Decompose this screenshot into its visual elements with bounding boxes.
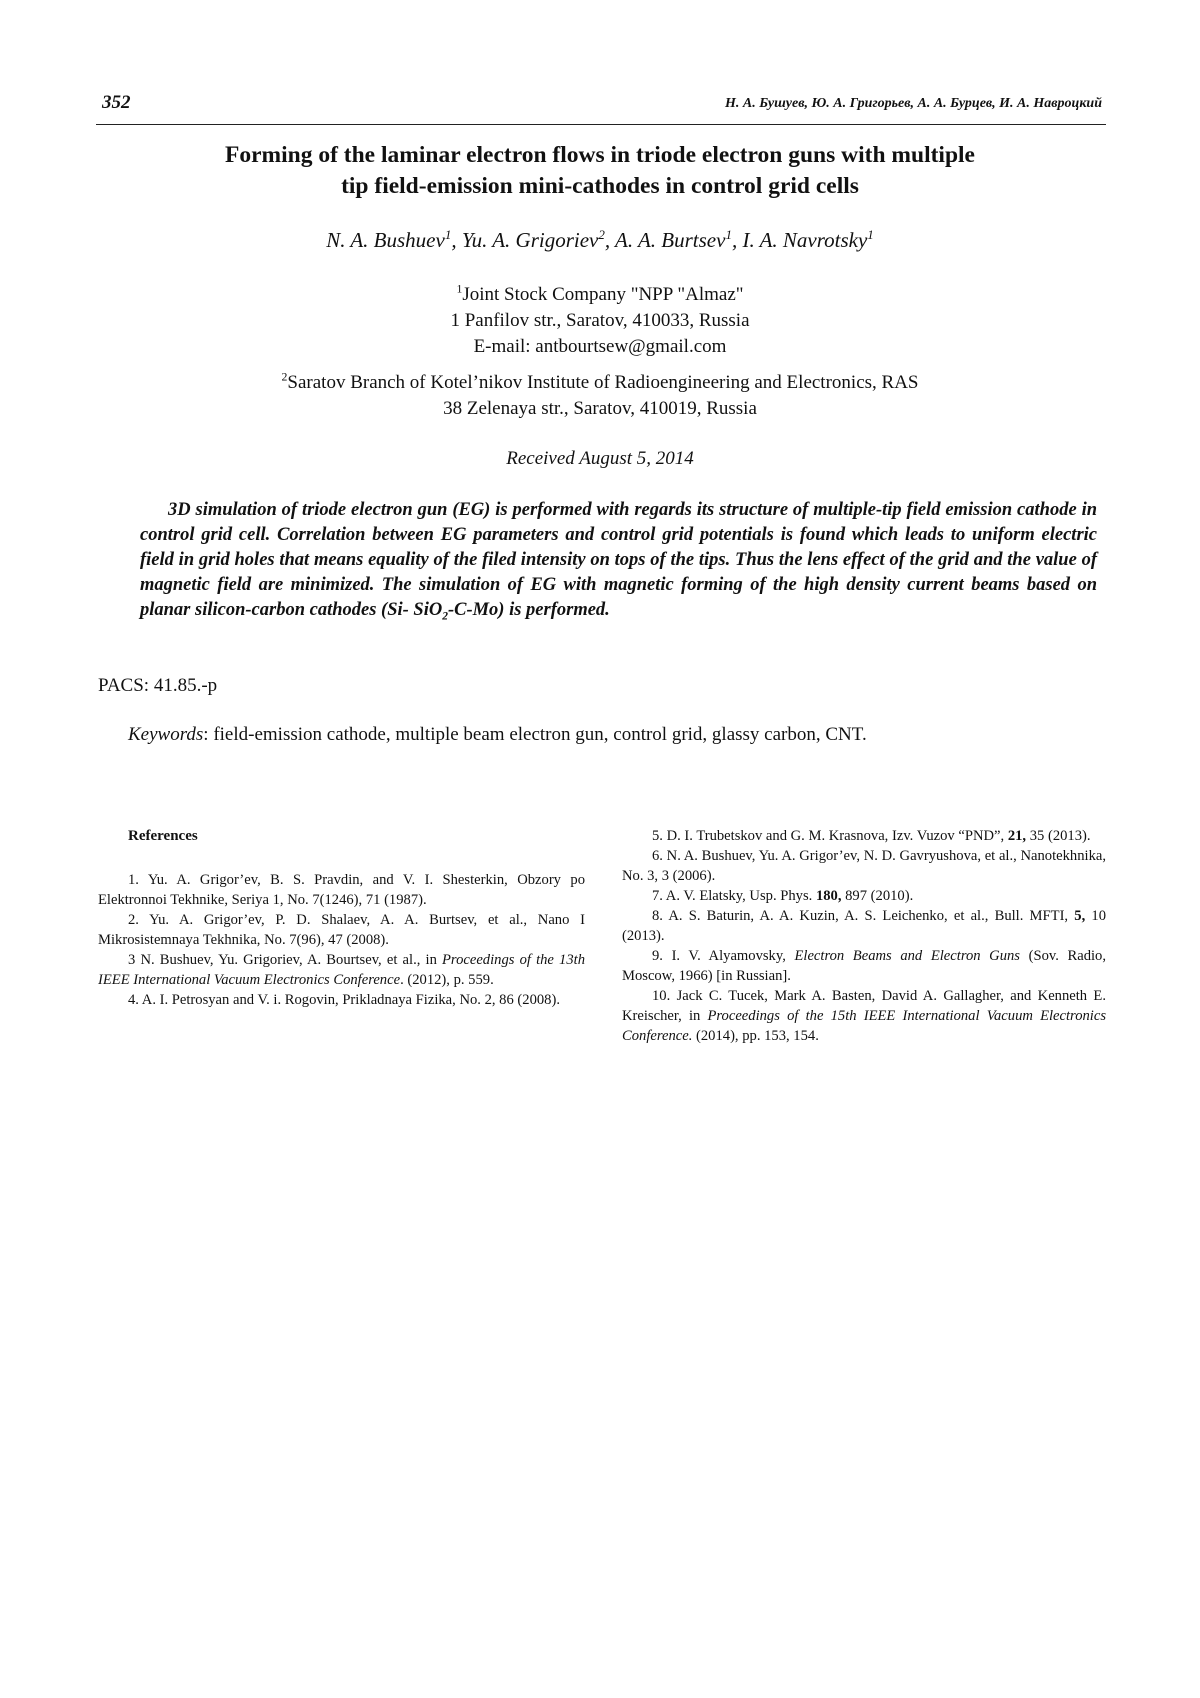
reference-text: Proceedings of the 13th IEEE International Vacuum Electronics Conference	[98, 952, 585, 988]
keywords-text: : field-emission cathode, multiple beam electron gun, control grid, glassy carbon, CNT.	[203, 724, 867, 745]
reference-text: 897 (2010).	[841, 888, 914, 904]
affiliation-2	[100, 370, 1100, 422]
references-column-left	[98, 826, 585, 1010]
running-head-authors: Н. А. Бушуев, Ю. А. Григорьев, А. А. Бурцев, И. А. Навроцкий	[724, 96, 1102, 111]
author-name: A. A. Burtsev	[615, 228, 726, 252]
affiliation-mark: 2	[281, 370, 288, 384]
reference-text: 5,	[1074, 908, 1086, 924]
author-list	[100, 228, 1100, 253]
abstract-text-end: -C-Mo) is performed.	[447, 600, 610, 620]
reference-item	[98, 910, 585, 950]
reference-text: 9. I. V. Alyamovsky,	[652, 948, 795, 964]
reference-text: 21,	[1007, 828, 1027, 844]
article-title	[100, 140, 1100, 202]
author-affiliation-mark: 1	[725, 227, 732, 242]
running-head	[96, 92, 1104, 120]
author-separator: ,	[731, 228, 743, 252]
reference-item	[98, 990, 585, 1010]
reference-text: Proceedings of the 15th IEEE International Vacuum Electronics Conference.	[622, 1008, 1106, 1044]
page-number: 352	[102, 92, 131, 113]
reference-text: . (2012), p. 559.	[400, 972, 494, 988]
author-separator: ,	[451, 228, 462, 252]
reference-text: 1. Yu. A. Grigor’ev, B. S. Pravdin, and V. I. Shesterkin, Obzory po Elektronnoi Tekhnike, Seriya 1, No. 7(1246), 71 (1987).	[98, 872, 585, 908]
reference-text: 2. Yu. A. Grigor’ev, P. D. Shalaev, A. A. Burtsev, et al., Nano I Mikrosistemnaya Tekhnika, No. 7(96), 47 (2008).	[98, 912, 585, 948]
affiliation-line: Joint Stock Company "NPP "Almaz"	[462, 284, 744, 305]
affiliation-email[interactable]: E-mail: antbourtsew@gmail.com	[473, 336, 727, 357]
abstract-subscript: 2	[442, 610, 448, 623]
pacs-code: PACS: 41.85.-p	[98, 675, 218, 696]
title-line: tip field-emission mini-cathodes in control grid cells	[341, 173, 859, 199]
author-name: Yu. A. Grigoriev	[461, 228, 599, 252]
keywords	[128, 724, 867, 746]
affiliation-line: Saratov Branch of Kotel’nikov Institute of Radioengineering and Electronics, RAS	[287, 372, 919, 393]
abstract-text: 3D simulation of triode electron gun (EG) is performed with regards its structure of multiple-tip field emission cathode in control grid cell. Correlation between EG parameters and control grid potentials is found which leads to uniform electric field in grid holes that means equality of the filed intensity on tops of the tips. Thus the lens effect of the grid and the value of magnetic field are minimized. The simulation of EG with magnetic forming of the high density current beams based on planar silicon-carbon cathodes (Si- SiO	[140, 500, 1097, 620]
reference-text: 4. A. I. Petrosyan and V. i. Rogovin, Prikladnaya Fizika, No. 2, 86 (2008).	[128, 992, 560, 1008]
reference-item	[622, 846, 1106, 886]
author-affiliation-mark: 2	[598, 227, 605, 242]
author-name: I. A. Navrotsky	[742, 228, 868, 252]
received-date: Received August 5, 2014	[506, 448, 694, 469]
author-affiliation-mark: 1	[867, 227, 874, 242]
reference-item	[622, 946, 1106, 986]
reference-item	[622, 826, 1106, 846]
reference-text: 5. D. I. Trubetskov and G. M. Krasnova, Izv. Vuzov “PND”,	[652, 828, 1008, 844]
reference-text: 3 N. Bushuev, Yu. Grigoriev, A. Bourtsev, et al., in	[128, 952, 443, 968]
reference-text: 7. A. V. Elatsky, Usp. Phys.	[652, 888, 816, 904]
reference-item	[622, 906, 1106, 946]
affiliation-1	[100, 282, 1100, 360]
reference-text: 10. Jack C. Tucek, Mark A. Basten, David A. Gallagher, and Kenneth E. Kreischer, in	[622, 988, 1106, 1024]
reference-text: 8. A. S. Baturin, A. A. Kuzin, A. S. Leichenko, et al., Bull. MFTI,	[652, 908, 1075, 924]
references-column-right	[622, 826, 1106, 1046]
author-name: N. A. Bushuev	[326, 228, 445, 252]
title-line: Forming of the laminar electron flows in triode electron guns with multiple	[225, 142, 975, 168]
affiliation-line: 1 Panfilov str., Saratov, 410033, Russia	[450, 310, 750, 331]
reference-item	[622, 886, 1106, 906]
reference-item	[98, 950, 585, 990]
reference-item	[622, 986, 1106, 1046]
affiliation-line: 38 Zelenaya str., Saratov, 410019, Russia	[443, 398, 757, 419]
reference-text: (Sov. Radio, Moscow, 1966) [in Russian].	[622, 948, 1107, 984]
reference-text: 6. N. A. Bushuev, Yu. A. Grigor’ev, N. D. Gavryushova, et al., Nanotekhnika, No. 3, 3 (2006).	[622, 848, 1106, 884]
reference-text: 35 (2013).	[1026, 828, 1091, 844]
reference-text: 180,	[815, 888, 842, 904]
reference-text: 10 (2013).	[622, 908, 1106, 944]
reference-item	[98, 870, 585, 910]
author-affiliation-mark: 1	[444, 227, 452, 242]
reference-text: (2014), pp. 153, 154.	[692, 1028, 819, 1044]
references-heading: References	[128, 828, 198, 844]
keywords-label: Keywords	[128, 724, 204, 745]
author-separator: ,	[604, 228, 615, 252]
header-rule	[96, 124, 1106, 125]
reference-text: Electron Beams and Electron Guns	[794, 948, 1020, 964]
abstract	[140, 498, 1097, 623]
affiliation-mark: 1	[456, 282, 463, 296]
